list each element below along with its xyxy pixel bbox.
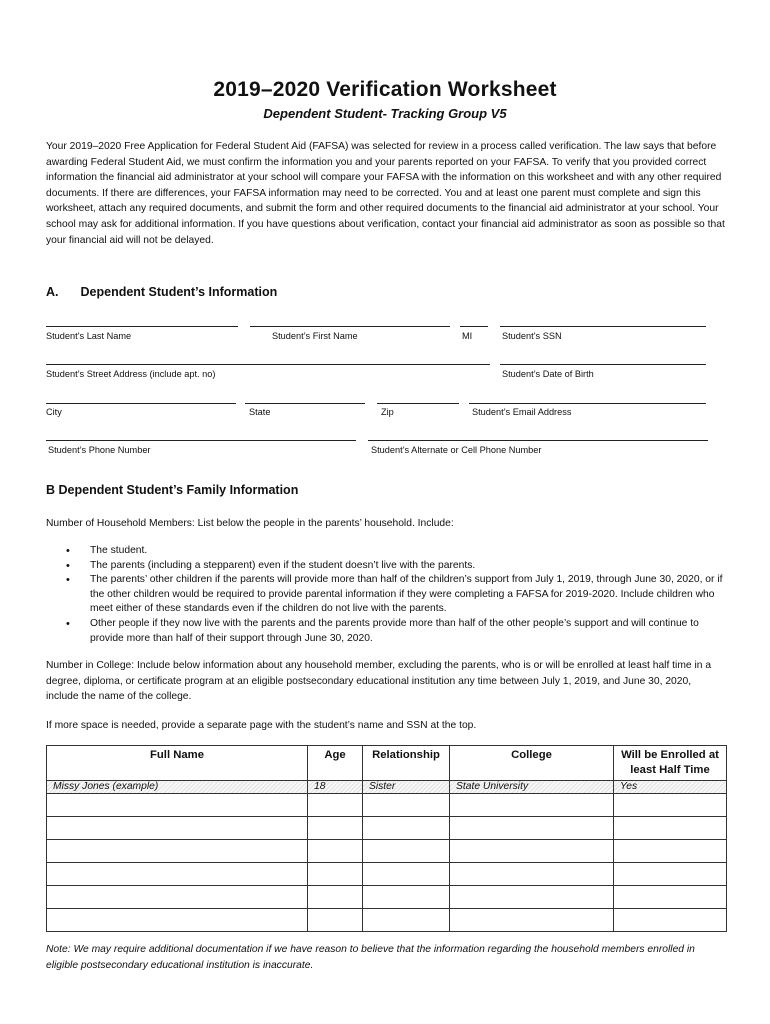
relationship-cell[interactable] <box>363 840 450 863</box>
example-enrolled: Yes <box>614 781 727 794</box>
mi-label: MI <box>462 331 473 341</box>
example-relationship: Sister <box>363 781 450 794</box>
enrolled-cell[interactable] <box>614 794 727 817</box>
age-cell[interactable] <box>308 863 363 886</box>
relationship-header: Relationship <box>363 746 450 781</box>
page-title: 2019–2020 Verification Worksheet <box>213 78 557 101</box>
section-a-title: Dependent Student’s Information <box>80 285 278 299</box>
street-address-label: Student’s Street Address (include apt. no) <box>46 369 216 379</box>
number-in-college-paragraph: Number in College: Include below information about any household member, excluding the parents, who is or will be enrolled at least half time in a degree, diploma, or certificate program at an eligible postsecondary educational institution any time between July 1, 2019, and June 30, 2020, include the name of the college. <box>46 660 712 703</box>
list-item: • Other people if they now live with the parents and the parents provide more than half of the other people’s support and will continue to provide more than half of their support through June 30, 2020. <box>46 617 726 646</box>
relationship-cell[interactable] <box>363 817 450 840</box>
college-cell[interactable] <box>450 909 614 932</box>
first-name-field[interactable] <box>250 326 450 327</box>
table-row <box>47 863 727 886</box>
relationship-cell[interactable] <box>363 794 450 817</box>
enrolled-cell[interactable] <box>614 863 727 886</box>
state-label: State <box>249 407 271 417</box>
age-cell[interactable] <box>308 909 363 932</box>
age-cell[interactable] <box>308 794 363 817</box>
full-name-cell[interactable] <box>47 817 308 840</box>
college-cell[interactable] <box>450 817 614 840</box>
full-name-cell[interactable] <box>47 840 308 863</box>
more-space-note: If more space is needed, provide a separate page with the student’s name and SSN at the top. <box>46 720 477 731</box>
full-name-cell[interactable] <box>47 886 308 909</box>
relationship-cell[interactable] <box>363 863 450 886</box>
example-full-name: Missy Jones (example) <box>47 781 308 794</box>
page-subtitle: Dependent Student- Tracking Group V5 <box>263 106 507 121</box>
email-label: Student’s Email Address <box>472 407 572 417</box>
date-of-birth-label: Student’s Date of Birth <box>502 369 594 379</box>
section-b-heading: B Dependent Student’s Family Information <box>46 483 299 497</box>
city-label: City <box>46 407 62 417</box>
full-name-header: Full Name <box>47 746 308 781</box>
street-address-field[interactable] <box>46 364 490 365</box>
college-header: College <box>450 746 614 781</box>
list-item: • The parents’ other children if the parents will provide more than half of the children’s support from July 1, 2019, through June 30, 2020, or if the other children would be required to provide parental information if they were completing a FAFSA for 2019-2020. Include children who meet either of these standards even if the children do not live with the parents. <box>46 573 726 617</box>
full-name-cell[interactable] <box>47 794 308 817</box>
table-header-row <box>47 746 727 781</box>
first-name-label: Student’s First Name <box>272 331 358 341</box>
full-name-cell[interactable] <box>47 863 308 886</box>
last-name-label: Student’s Last Name <box>46 331 132 341</box>
table-row <box>47 886 727 909</box>
age-header: Age <box>308 746 363 781</box>
age-cell[interactable] <box>308 886 363 909</box>
city-field[interactable] <box>46 403 236 404</box>
intro-paragraph: Your 2019–2020 Free Application for Federal Student Aid (FAFSA) was selected for review in a process called verification. The law says that before awarding Federal Student Aid, we must confirm the information you and your parents reported on your FAFSA. To verify that you provided correct information the financial aid administrator at your school will compare your FAFSA with the information on this worksheet and with any other required documents. If there are differences, your FAFSA information may need to be corrected. You and at least one parent must complete and sign this worksheet, attach any required documents, and submit the form and other required documents to the financial aid administrator at your school. Your school may ask for additional information. If you have questions about verification, contact your financial aid administrator as soon as possible so that your financial aid will not be delayed. <box>46 141 725 246</box>
example-age: 18 <box>308 781 363 794</box>
phone-label: Student’s Phone Number <box>48 445 151 455</box>
section-a-letter: A. <box>46 285 59 299</box>
date-of-birth-field[interactable] <box>500 364 706 365</box>
mi-field[interactable] <box>460 326 488 327</box>
table-row-example <box>47 781 727 794</box>
enrolled-cell[interactable] <box>614 909 727 932</box>
relationship-cell[interactable] <box>363 886 450 909</box>
relationship-cell[interactable] <box>363 909 450 932</box>
age-cell[interactable] <box>308 840 363 863</box>
email-field[interactable] <box>469 403 706 404</box>
household-members-table <box>46 745 727 932</box>
documentation-note: Note: We may require additional documentation if we have reason to believe that the information regarding the household members enrolled in eligible postsecondary educational institution is inaccurate. <box>46 944 695 971</box>
alt-phone-label: Student’s Alternate or Cell Phone Number <box>371 445 542 455</box>
full-name-cell[interactable] <box>47 909 308 932</box>
enrolled-cell[interactable] <box>614 817 727 840</box>
ssn-field[interactable] <box>500 326 706 327</box>
enrolled-cell[interactable] <box>614 886 727 909</box>
age-cell[interactable] <box>308 817 363 840</box>
zip-label: Zip <box>381 407 394 417</box>
college-cell[interactable] <box>450 863 614 886</box>
household-intro: Number of Household Members: List below the people in the parents’ household. Include: <box>46 518 454 529</box>
enrolled-header: Will be Enrolled at least Half Time <box>614 746 727 781</box>
list-item: • The student. <box>46 544 726 559</box>
college-cell[interactable] <box>450 794 614 817</box>
state-field[interactable] <box>245 403 365 404</box>
enrolled-cell[interactable] <box>614 840 727 863</box>
college-cell[interactable] <box>450 886 614 909</box>
list-item: • The parents (including a stepparent) even if the student doesn’t live with the parents. <box>46 559 726 574</box>
phone-field[interactable] <box>46 440 356 441</box>
household-bullet-list <box>46 544 726 646</box>
alt-phone-field[interactable] <box>368 440 708 441</box>
section-a-heading <box>46 285 277 299</box>
table-row <box>47 909 727 932</box>
table-row <box>47 794 727 817</box>
last-name-field[interactable] <box>46 326 238 327</box>
college-cell[interactable] <box>450 840 614 863</box>
ssn-label: Student’s SSN <box>502 331 562 341</box>
zip-field[interactable] <box>377 403 459 404</box>
example-college: State University <box>450 781 614 794</box>
table-row <box>47 817 727 840</box>
table-row <box>47 840 727 863</box>
